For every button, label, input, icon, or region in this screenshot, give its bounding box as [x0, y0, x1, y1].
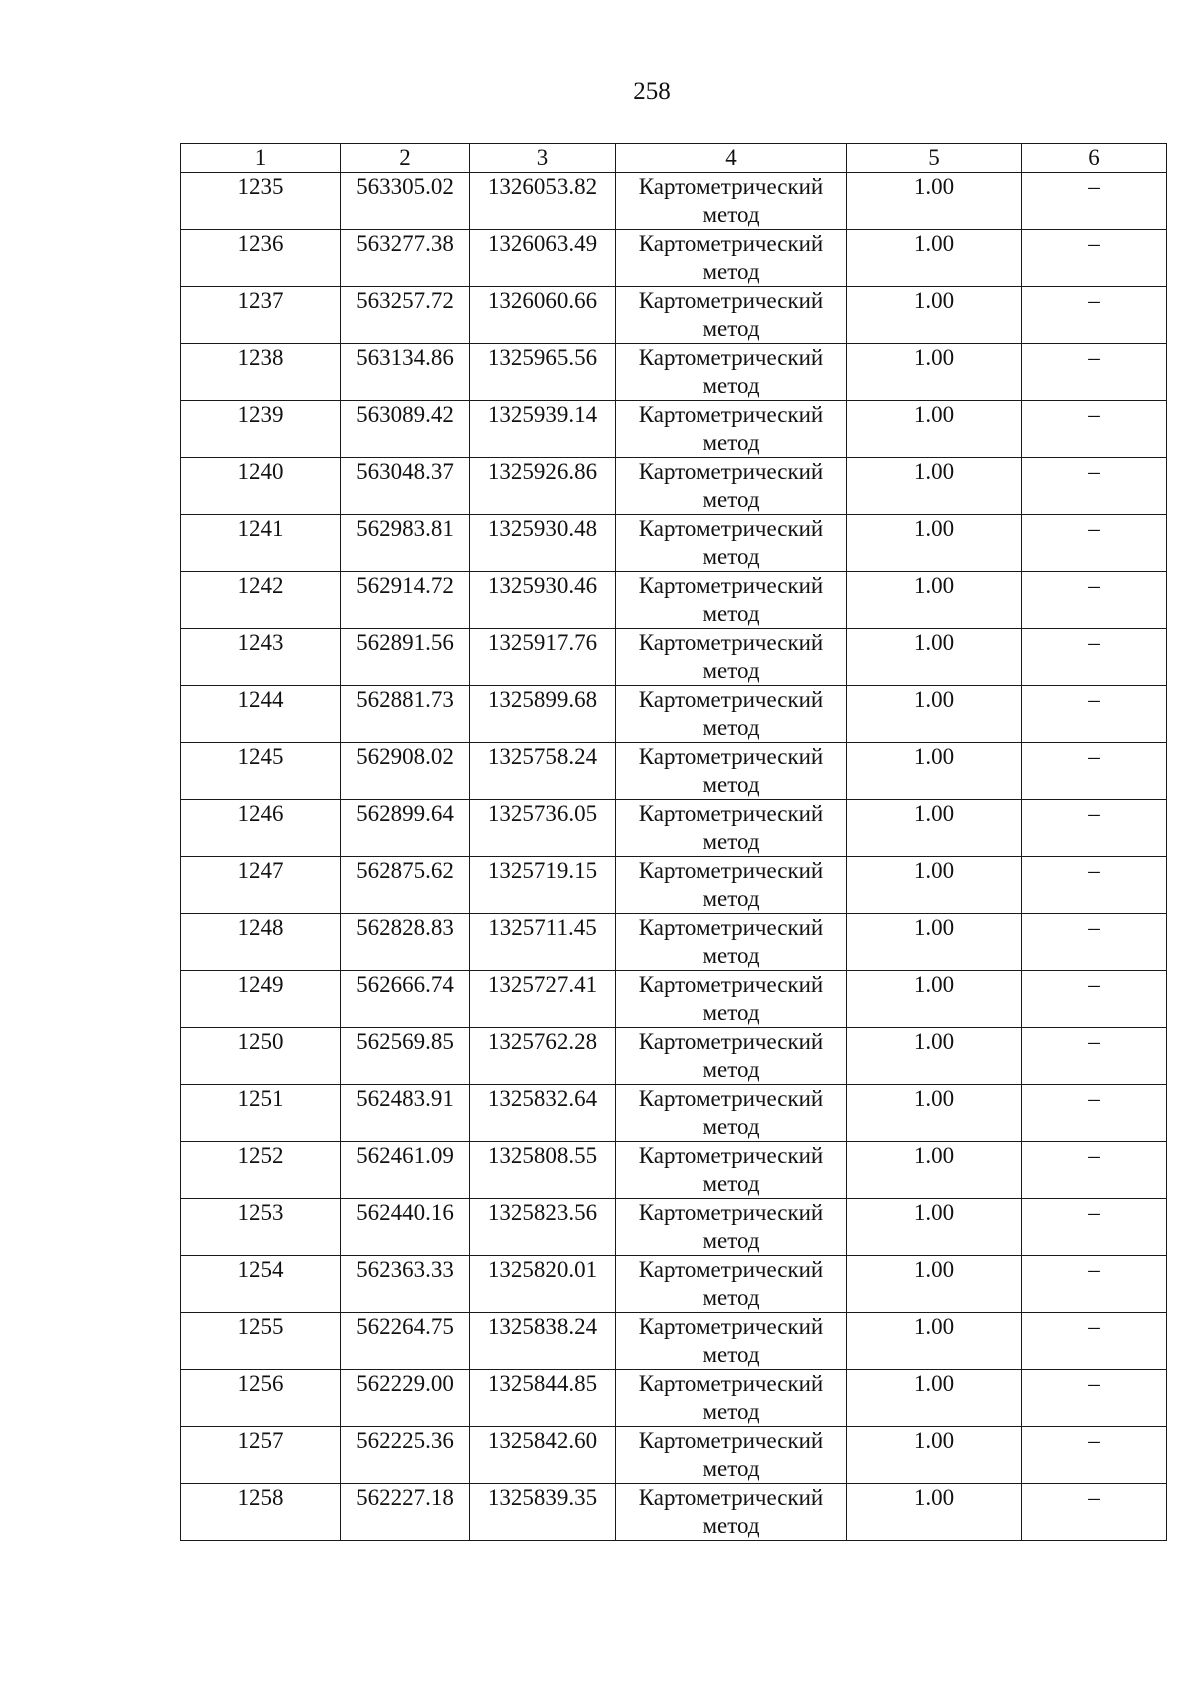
- method-cell: Картометрический метод: [616, 1484, 847, 1541]
- method-cell: Картометрический метод: [616, 1256, 847, 1313]
- accuracy-cell: 1.00: [847, 914, 1022, 971]
- method-cell: Картометрический метод: [616, 1028, 847, 1085]
- table-row: [181, 914, 1167, 971]
- note-cell: –: [1022, 1370, 1167, 1427]
- accuracy-cell: 1.00: [847, 1484, 1022, 1541]
- note-cell: –: [1022, 1085, 1167, 1142]
- point-number-cell: 1249: [181, 971, 341, 1028]
- table-row: [181, 1256, 1167, 1313]
- accuracy-cell: 1.00: [847, 1256, 1022, 1313]
- method-cell: Картометрический метод: [616, 629, 847, 686]
- table-row: [181, 230, 1167, 287]
- note-cell: –: [1022, 1199, 1167, 1256]
- y-coordinate-cell: 1325719.15: [470, 857, 616, 914]
- method-cell: Картометрический метод: [616, 1370, 847, 1427]
- y-coordinate-cell: 1325939.14: [470, 401, 616, 458]
- table-row: [181, 344, 1167, 401]
- x-coordinate-cell: 563048.37: [341, 458, 470, 515]
- table-row: [181, 743, 1167, 800]
- point-number-cell: 1246: [181, 800, 341, 857]
- method-cell: Картометрический метод: [616, 1199, 847, 1256]
- point-number-cell: 1240: [181, 458, 341, 515]
- note-cell: –: [1022, 287, 1167, 344]
- method-cell: Картометрический метод: [616, 686, 847, 743]
- note-cell: –: [1022, 914, 1167, 971]
- accuracy-cell: 1.00: [847, 515, 1022, 572]
- accuracy-cell: 1.00: [847, 1028, 1022, 1085]
- point-number-cell: 1256: [181, 1370, 341, 1427]
- point-number-cell: 1245: [181, 743, 341, 800]
- x-coordinate-cell: 562891.56: [341, 629, 470, 686]
- x-coordinate-cell: 563134.86: [341, 344, 470, 401]
- accuracy-cell: 1.00: [847, 800, 1022, 857]
- y-coordinate-cell: 1325711.45: [470, 914, 616, 971]
- note-cell: –: [1022, 686, 1167, 743]
- y-coordinate-cell: 1325917.76: [470, 629, 616, 686]
- table-body: [181, 173, 1167, 1541]
- accuracy-cell: 1.00: [847, 1370, 1022, 1427]
- y-coordinate-cell: 1325838.24: [470, 1313, 616, 1370]
- note-cell: –: [1022, 800, 1167, 857]
- column-header-1: 1: [181, 144, 341, 173]
- point-number-cell: 1238: [181, 344, 341, 401]
- method-cell: Картометрический метод: [616, 572, 847, 629]
- accuracy-cell: 1.00: [847, 173, 1022, 230]
- table-row: [181, 401, 1167, 458]
- column-header-4: 4: [616, 144, 847, 173]
- accuracy-cell: 1.00: [847, 743, 1022, 800]
- accuracy-cell: 1.00: [847, 1085, 1022, 1142]
- x-coordinate-cell: 562881.73: [341, 686, 470, 743]
- accuracy-cell: 1.00: [847, 629, 1022, 686]
- point-number-cell: 1255: [181, 1313, 341, 1370]
- note-cell: –: [1022, 1484, 1167, 1541]
- table-row: [181, 515, 1167, 572]
- table-row: [181, 572, 1167, 629]
- note-cell: –: [1022, 572, 1167, 629]
- table-row: [181, 1199, 1167, 1256]
- accuracy-cell: 1.00: [847, 1199, 1022, 1256]
- method-cell: Картометрический метод: [616, 401, 847, 458]
- point-number-cell: 1252: [181, 1142, 341, 1199]
- page-number: 258: [633, 78, 671, 105]
- note-cell: –: [1022, 1256, 1167, 1313]
- point-number-cell: 1242: [181, 572, 341, 629]
- point-number-cell: 1244: [181, 686, 341, 743]
- x-coordinate-cell: 562363.33: [341, 1256, 470, 1313]
- y-coordinate-cell: 1325844.85: [470, 1370, 616, 1427]
- y-coordinate-cell: 1325899.68: [470, 686, 616, 743]
- accuracy-cell: 1.00: [847, 857, 1022, 914]
- accuracy-cell: 1.00: [847, 572, 1022, 629]
- note-cell: –: [1022, 971, 1167, 1028]
- column-header-2: 2: [341, 144, 470, 173]
- y-coordinate-cell: 1325965.56: [470, 344, 616, 401]
- table-header-row: [181, 144, 1167, 173]
- accuracy-cell: 1.00: [847, 344, 1022, 401]
- column-header-3: 3: [470, 144, 616, 173]
- y-coordinate-cell: 1325930.48: [470, 515, 616, 572]
- method-cell: Картометрический метод: [616, 1085, 847, 1142]
- y-coordinate-cell: 1326053.82: [470, 173, 616, 230]
- x-coordinate-cell: 563277.38: [341, 230, 470, 287]
- accuracy-cell: 1.00: [847, 1142, 1022, 1199]
- column-header-6: 6: [1022, 144, 1167, 173]
- note-cell: –: [1022, 743, 1167, 800]
- x-coordinate-cell: 562225.36: [341, 1427, 470, 1484]
- x-coordinate-cell: 562483.91: [341, 1085, 470, 1142]
- note-cell: –: [1022, 857, 1167, 914]
- point-number-cell: 1257: [181, 1427, 341, 1484]
- note-cell: –: [1022, 1427, 1167, 1484]
- table-row: [181, 287, 1167, 344]
- table-row: [181, 629, 1167, 686]
- column-header-5: 5: [847, 144, 1022, 173]
- method-cell: Картометрический метод: [616, 173, 847, 230]
- point-number-cell: 1248: [181, 914, 341, 971]
- table-row: [181, 686, 1167, 743]
- point-number-cell: 1237: [181, 287, 341, 344]
- y-coordinate-cell: 1326063.49: [470, 230, 616, 287]
- y-coordinate-cell: 1325820.01: [470, 1256, 616, 1313]
- x-coordinate-cell: 562899.64: [341, 800, 470, 857]
- point-number-cell: 1258: [181, 1484, 341, 1541]
- point-number-cell: 1239: [181, 401, 341, 458]
- y-coordinate-cell: 1325926.86: [470, 458, 616, 515]
- accuracy-cell: 1.00: [847, 458, 1022, 515]
- x-coordinate-cell: 562983.81: [341, 515, 470, 572]
- note-cell: –: [1022, 1028, 1167, 1085]
- method-cell: Картометрический метод: [616, 287, 847, 344]
- point-number-cell: 1241: [181, 515, 341, 572]
- point-number-cell: 1250: [181, 1028, 341, 1085]
- accuracy-cell: 1.00: [847, 686, 1022, 743]
- x-coordinate-cell: 563089.42: [341, 401, 470, 458]
- y-coordinate-cell: 1325758.24: [470, 743, 616, 800]
- method-cell: Картометрический метод: [616, 857, 847, 914]
- y-coordinate-cell: 1325839.35: [470, 1484, 616, 1541]
- method-cell: Картометрический метод: [616, 458, 847, 515]
- method-cell: Картометрический метод: [616, 743, 847, 800]
- note-cell: –: [1022, 230, 1167, 287]
- table-row: [181, 173, 1167, 230]
- point-number-cell: 1251: [181, 1085, 341, 1142]
- note-cell: –: [1022, 1313, 1167, 1370]
- method-cell: Картометрический метод: [616, 515, 847, 572]
- note-cell: –: [1022, 515, 1167, 572]
- y-coordinate-cell: 1325727.41: [470, 971, 616, 1028]
- x-coordinate-cell: 562264.75: [341, 1313, 470, 1370]
- x-coordinate-cell: 562666.74: [341, 971, 470, 1028]
- note-cell: –: [1022, 1142, 1167, 1199]
- method-cell: Картометрический метод: [616, 344, 847, 401]
- x-coordinate-cell: 562227.18: [341, 1484, 470, 1541]
- table-row: [181, 971, 1167, 1028]
- note-cell: –: [1022, 401, 1167, 458]
- point-number-cell: 1247: [181, 857, 341, 914]
- point-number-cell: 1235: [181, 173, 341, 230]
- y-coordinate-cell: 1325823.56: [470, 1199, 616, 1256]
- note-cell: –: [1022, 344, 1167, 401]
- table-row: [181, 1142, 1167, 1199]
- y-coordinate-cell: 1325808.55: [470, 1142, 616, 1199]
- table-row: [181, 1028, 1167, 1085]
- x-coordinate-cell: 563305.02: [341, 173, 470, 230]
- y-coordinate-cell: 1325832.64: [470, 1085, 616, 1142]
- method-cell: Картометрический метод: [616, 914, 847, 971]
- x-coordinate-cell: 562440.16: [341, 1199, 470, 1256]
- method-cell: Картометрический метод: [616, 971, 847, 1028]
- accuracy-cell: 1.00: [847, 1427, 1022, 1484]
- y-coordinate-cell: 1325736.05: [470, 800, 616, 857]
- method-cell: Картометрический метод: [616, 1313, 847, 1370]
- point-number-cell: 1254: [181, 1256, 341, 1313]
- accuracy-cell: 1.00: [847, 230, 1022, 287]
- accuracy-cell: 1.00: [847, 287, 1022, 344]
- x-coordinate-cell: 562908.02: [341, 743, 470, 800]
- x-coordinate-cell: 562828.83: [341, 914, 470, 971]
- accuracy-cell: 1.00: [847, 1313, 1022, 1370]
- table-row: [181, 1370, 1167, 1427]
- note-cell: –: [1022, 458, 1167, 515]
- y-coordinate-cell: 1325930.46: [470, 572, 616, 629]
- method-cell: Картометрический метод: [616, 230, 847, 287]
- accuracy-cell: 1.00: [847, 971, 1022, 1028]
- x-coordinate-cell: 562461.09: [341, 1142, 470, 1199]
- x-coordinate-cell: 562875.62: [341, 857, 470, 914]
- note-cell: –: [1022, 629, 1167, 686]
- point-number-cell: 1253: [181, 1199, 341, 1256]
- note-cell: –: [1022, 173, 1167, 230]
- point-number-cell: 1236: [181, 230, 341, 287]
- y-coordinate-cell: 1325762.28: [470, 1028, 616, 1085]
- x-coordinate-cell: 562569.85: [341, 1028, 470, 1085]
- point-number-cell: 1243: [181, 629, 341, 686]
- table-row: [181, 1313, 1167, 1370]
- table-row: [181, 1427, 1167, 1484]
- table-row: [181, 800, 1167, 857]
- y-coordinate-cell: 1325842.60: [470, 1427, 616, 1484]
- x-coordinate-cell: 562914.72: [341, 572, 470, 629]
- coordinates-table: [180, 143, 1167, 1541]
- x-coordinate-cell: 563257.72: [341, 287, 470, 344]
- method-cell: Картометрический метод: [616, 1427, 847, 1484]
- table-row: [181, 458, 1167, 515]
- y-coordinate-cell: 1326060.66: [470, 287, 616, 344]
- method-cell: Картометрический метод: [616, 1142, 847, 1199]
- method-cell: Картометрический метод: [616, 800, 847, 857]
- table-row: [181, 1484, 1167, 1541]
- table-row: [181, 857, 1167, 914]
- x-coordinate-cell: 562229.00: [341, 1370, 470, 1427]
- table-row: [181, 1085, 1167, 1142]
- accuracy-cell: 1.00: [847, 401, 1022, 458]
